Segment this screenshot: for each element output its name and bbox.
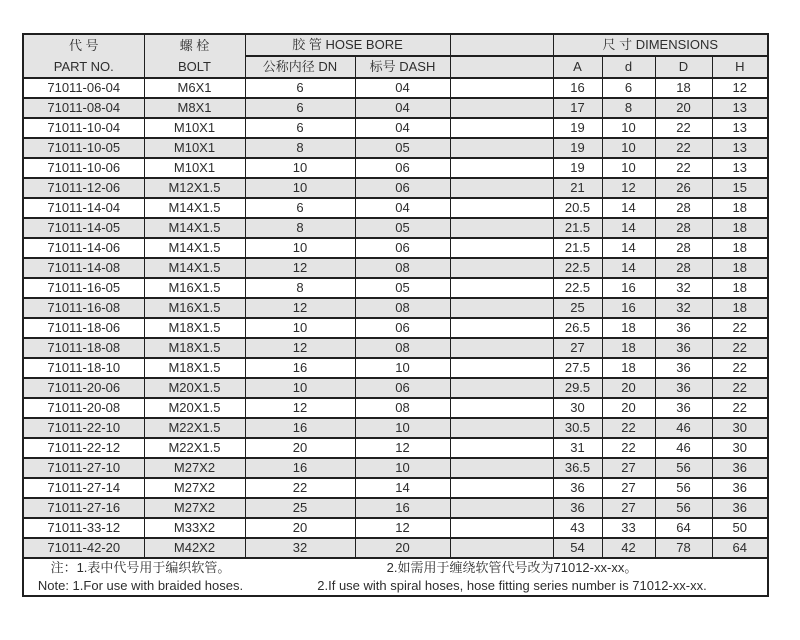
- part-no-cell: 71011-20-08: [23, 398, 144, 418]
- a-cell: 19: [553, 158, 602, 178]
- table-row: [23, 278, 768, 298]
- bolt-cell: M22X1.5: [144, 418, 245, 438]
- d-upper-cell: 26: [655, 178, 712, 198]
- d-lower-cell: 10: [602, 158, 655, 178]
- part-no-cell: 71011-14-04: [23, 198, 144, 218]
- col-header-part-no-en: PART NO.: [53, 59, 114, 74]
- note-en-1: Note: 1.For use with braided hoses.: [37, 578, 244, 593]
- h-cell: 18: [712, 298, 768, 318]
- dn-cell: 12: [245, 338, 355, 358]
- blank-cell: [450, 418, 553, 438]
- dash-cell: 05: [355, 278, 450, 298]
- col-header-a: A: [553, 56, 602, 78]
- d-upper-cell: 46: [655, 438, 712, 458]
- h-cell: 22: [712, 318, 768, 338]
- blank-cell: [450, 358, 553, 378]
- table-row: [23, 138, 768, 158]
- note-cn-2: 2.如需用于缠绕软管代号改为71012-xx-xx。: [386, 560, 638, 575]
- part-no-cell: 71011-14-06: [23, 238, 144, 258]
- table-footer: [23, 558, 768, 596]
- table-row: [23, 458, 768, 478]
- dash-cell: 04: [355, 198, 450, 218]
- part-no-cell: 71011-14-08: [23, 258, 144, 278]
- a-cell: 19: [553, 118, 602, 138]
- bolt-cell: M27X2: [144, 478, 245, 498]
- dn-cell: 8: [245, 278, 355, 298]
- dn-cell: 10: [245, 158, 355, 178]
- d-lower-cell: 27: [602, 458, 655, 478]
- note-line-en: [24, 577, 767, 595]
- h-cell: 13: [712, 118, 768, 138]
- h-cell: 22: [712, 378, 768, 398]
- part-no-cell: 71011-16-08: [23, 298, 144, 318]
- h-cell: 18: [712, 238, 768, 258]
- blank-cell: [450, 318, 553, 338]
- bolt-cell: M18X1.5: [144, 338, 245, 358]
- part-no-cell: 71011-10-04: [23, 118, 144, 138]
- d-upper-cell: 28: [655, 218, 712, 238]
- d-upper-cell: 22: [655, 158, 712, 178]
- blank-cell: [450, 398, 553, 418]
- dn-cell: 6: [245, 98, 355, 118]
- dn-cell: 32: [245, 538, 355, 558]
- d-lower-cell: 16: [602, 278, 655, 298]
- part-no-cell: 71011-18-10: [23, 358, 144, 378]
- table-row: [23, 98, 768, 118]
- h-cell: 36: [712, 478, 768, 498]
- table-row: [23, 538, 768, 558]
- dash-cell: 06: [355, 158, 450, 178]
- bolt-cell: M8X1: [144, 98, 245, 118]
- dash-cell: 05: [355, 138, 450, 158]
- dash-cell: 08: [355, 258, 450, 278]
- part-no-cell: 71011-16-05: [23, 278, 144, 298]
- table-row: [23, 178, 768, 198]
- h-cell: 18: [712, 198, 768, 218]
- dash-cell: 20: [355, 538, 450, 558]
- col-header-dimensions: 尺 寸 DIMENSIONS: [553, 34, 768, 56]
- d-lower-cell: 20: [602, 378, 655, 398]
- a-cell: 43: [553, 518, 602, 538]
- part-no-cell: 71011-10-05: [23, 138, 144, 158]
- table-row: [23, 198, 768, 218]
- a-cell: 26.5: [553, 318, 602, 338]
- dn-cell: 16: [245, 358, 355, 378]
- d-lower-cell: 27: [602, 478, 655, 498]
- blank-cell: [450, 278, 553, 298]
- col-header-bolt-en: BOLT: [178, 59, 211, 74]
- table-row: [23, 518, 768, 538]
- bolt-cell: M6X1: [144, 78, 245, 98]
- col-header-h: H: [712, 56, 768, 78]
- dn-cell: 20: [245, 518, 355, 538]
- h-cell: 64: [712, 538, 768, 558]
- dn-cell: 22: [245, 478, 355, 498]
- table-row: [23, 78, 768, 98]
- blank-cell: [450, 458, 553, 478]
- part-no-cell: 71011-42-20: [23, 538, 144, 558]
- notes-row: [23, 558, 768, 596]
- dn-cell: 16: [245, 418, 355, 438]
- note-en-2: 2.If use with spiral hoses, hose fitting series number is 71012-xx-xx.: [317, 578, 707, 593]
- a-cell: 17: [553, 98, 602, 118]
- bolt-cell: M22X1.5: [144, 438, 245, 458]
- part-no-cell: 71011-10-06: [23, 158, 144, 178]
- dn-cell: 12: [245, 298, 355, 318]
- bolt-cell: M20X1.5: [144, 378, 245, 398]
- d-lower-cell: 14: [602, 238, 655, 258]
- h-cell: 12: [712, 78, 768, 98]
- table-row: [23, 158, 768, 178]
- table-row: [23, 438, 768, 458]
- d-lower-cell: 14: [602, 218, 655, 238]
- blank-cell: [450, 478, 553, 498]
- a-cell: 30.5: [553, 418, 602, 438]
- h-cell: 30: [712, 438, 768, 458]
- d-upper-cell: 78: [655, 538, 712, 558]
- d-lower-cell: 14: [602, 258, 655, 278]
- table-row: [23, 338, 768, 358]
- d-upper-cell: 32: [655, 278, 712, 298]
- col-header-d-lower: d: [602, 56, 655, 78]
- bolt-cell: M14X1.5: [144, 238, 245, 258]
- table-row: [23, 418, 768, 438]
- col-header-bolt-cn: 螺 栓: [179, 38, 210, 53]
- col-header-part-no-cn: 代 号: [68, 38, 99, 53]
- a-cell: 21.5: [553, 238, 602, 258]
- col-header-hose-bore: 胶 管 HOSE BORE: [245, 34, 450, 56]
- col-header-dn: 公称内径 DN: [245, 56, 355, 78]
- d-lower-cell: 22: [602, 418, 655, 438]
- blank-cell: [450, 198, 553, 218]
- d-upper-cell: 28: [655, 258, 712, 278]
- table-row: [23, 378, 768, 398]
- d-upper-cell: 46: [655, 418, 712, 438]
- part-no-cell: 71011-06-04: [23, 78, 144, 98]
- dn-cell: 6: [245, 118, 355, 138]
- dn-cell: 10: [245, 378, 355, 398]
- blank-cell: [450, 98, 553, 118]
- table-row: [23, 238, 768, 258]
- dash-cell: 08: [355, 398, 450, 418]
- bolt-cell: M14X1.5: [144, 218, 245, 238]
- col-header-blank-sub: [450, 56, 553, 78]
- a-cell: 36.5: [553, 458, 602, 478]
- d-lower-cell: 20: [602, 398, 655, 418]
- dash-cell: 12: [355, 438, 450, 458]
- d-upper-cell: 20: [655, 98, 712, 118]
- dash-cell: 04: [355, 118, 450, 138]
- h-cell: 22: [712, 398, 768, 418]
- col-header-bolt: [144, 34, 245, 78]
- dash-cell: 10: [355, 418, 450, 438]
- h-cell: 22: [712, 338, 768, 358]
- note-line-cn: [24, 559, 767, 577]
- a-cell: 30: [553, 398, 602, 418]
- table-row: [23, 358, 768, 378]
- d-lower-cell: 12: [602, 178, 655, 198]
- col-header-d-upper: D: [655, 56, 712, 78]
- d-lower-cell: 10: [602, 138, 655, 158]
- d-lower-cell: 27: [602, 498, 655, 518]
- part-no-cell: 71011-33-12: [23, 518, 144, 538]
- bolt-cell: M27X2: [144, 458, 245, 478]
- blank-cell: [450, 218, 553, 238]
- blank-cell: [450, 438, 553, 458]
- dn-cell: 16: [245, 458, 355, 478]
- part-no-cell: 71011-08-04: [23, 98, 144, 118]
- d-upper-cell: 28: [655, 238, 712, 258]
- bolt-cell: M33X2: [144, 518, 245, 538]
- d-upper-cell: 36: [655, 338, 712, 358]
- part-no-cell: 71011-27-16: [23, 498, 144, 518]
- a-cell: 29.5: [553, 378, 602, 398]
- h-cell: 13: [712, 158, 768, 178]
- dash-cell: 05: [355, 218, 450, 238]
- dash-cell: 06: [355, 318, 450, 338]
- d-lower-cell: 33: [602, 518, 655, 538]
- d-upper-cell: 56: [655, 498, 712, 518]
- d-lower-cell: 18: [602, 358, 655, 378]
- d-upper-cell: 22: [655, 118, 712, 138]
- d-upper-cell: 28: [655, 198, 712, 218]
- dash-cell: 12: [355, 518, 450, 538]
- notes-cell: [23, 558, 768, 596]
- blank-cell: [450, 498, 553, 518]
- bolt-cell: M20X1.5: [144, 398, 245, 418]
- h-cell: 30: [712, 418, 768, 438]
- bolt-cell: M18X1.5: [144, 358, 245, 378]
- h-cell: 18: [712, 218, 768, 238]
- d-lower-cell: 42: [602, 538, 655, 558]
- dash-cell: 04: [355, 98, 450, 118]
- h-cell: 22: [712, 358, 768, 378]
- table-row: [23, 118, 768, 138]
- a-cell: 16: [553, 78, 602, 98]
- dash-cell: 10: [355, 358, 450, 378]
- d-upper-cell: 56: [655, 478, 712, 498]
- dn-cell: 8: [245, 218, 355, 238]
- a-cell: 27: [553, 338, 602, 358]
- a-cell: 22.5: [553, 258, 602, 278]
- a-cell: 36: [553, 498, 602, 518]
- dash-cell: 08: [355, 298, 450, 318]
- col-header-dash: 标号 DASH: [355, 56, 450, 78]
- dn-cell: 6: [245, 198, 355, 218]
- d-lower-cell: 10: [602, 118, 655, 138]
- dash-cell: 04: [355, 78, 450, 98]
- blank-cell: [450, 178, 553, 198]
- d-upper-cell: 36: [655, 378, 712, 398]
- dash-cell: 14: [355, 478, 450, 498]
- dash-cell: 06: [355, 378, 450, 398]
- col-header-part-no: [23, 34, 144, 78]
- hose-fitting-spec-table: [22, 33, 769, 597]
- blank-cell: [450, 238, 553, 258]
- part-no-cell: 71011-12-06: [23, 178, 144, 198]
- d-lower-cell: 18: [602, 338, 655, 358]
- bolt-cell: M42X2: [144, 538, 245, 558]
- col-header-blank-top: [450, 34, 553, 56]
- d-lower-cell: 22: [602, 438, 655, 458]
- h-cell: 15: [712, 178, 768, 198]
- bolt-cell: M12X1.5: [144, 178, 245, 198]
- h-cell: 13: [712, 98, 768, 118]
- dn-cell: 10: [245, 318, 355, 338]
- part-no-cell: 71011-18-08: [23, 338, 144, 358]
- dn-cell: 12: [245, 258, 355, 278]
- table-row: [23, 478, 768, 498]
- a-cell: 22.5: [553, 278, 602, 298]
- blank-cell: [450, 78, 553, 98]
- blank-cell: [450, 338, 553, 358]
- bolt-cell: M10X1: [144, 138, 245, 158]
- part-no-cell: 71011-27-14: [23, 478, 144, 498]
- h-cell: 18: [712, 278, 768, 298]
- bolt-cell: M18X1.5: [144, 318, 245, 338]
- a-cell: 27.5: [553, 358, 602, 378]
- dn-cell: 20: [245, 438, 355, 458]
- part-no-cell: 71011-20-06: [23, 378, 144, 398]
- table-row: [23, 218, 768, 238]
- blank-cell: [450, 378, 553, 398]
- a-cell: 31: [553, 438, 602, 458]
- d-upper-cell: 36: [655, 358, 712, 378]
- a-cell: 54: [553, 538, 602, 558]
- d-lower-cell: 16: [602, 298, 655, 318]
- table-row: [23, 318, 768, 338]
- a-cell: 25: [553, 298, 602, 318]
- a-cell: 36: [553, 478, 602, 498]
- a-cell: 21: [553, 178, 602, 198]
- table-body: [23, 78, 768, 558]
- blank-cell: [450, 518, 553, 538]
- blank-cell: [450, 138, 553, 158]
- d-lower-cell: 18: [602, 318, 655, 338]
- blank-cell: [450, 158, 553, 178]
- bolt-cell: M16X1.5: [144, 298, 245, 318]
- part-no-cell: 71011-27-10: [23, 458, 144, 478]
- bolt-cell: M14X1.5: [144, 258, 245, 278]
- dash-cell: 06: [355, 238, 450, 258]
- h-cell: 18: [712, 258, 768, 278]
- bolt-cell: M14X1.5: [144, 198, 245, 218]
- blank-cell: [450, 298, 553, 318]
- d-lower-cell: 6: [602, 78, 655, 98]
- bolt-cell: M10X1: [144, 118, 245, 138]
- dn-cell: 12: [245, 398, 355, 418]
- part-no-cell: 71011-22-10: [23, 418, 144, 438]
- part-no-cell: 71011-18-06: [23, 318, 144, 338]
- h-cell: 50: [712, 518, 768, 538]
- d-upper-cell: 32: [655, 298, 712, 318]
- dn-cell: 8: [245, 138, 355, 158]
- h-cell: 13: [712, 138, 768, 158]
- dn-cell: 6: [245, 78, 355, 98]
- dn-cell: 10: [245, 238, 355, 258]
- blank-cell: [450, 118, 553, 138]
- blank-cell: [450, 258, 553, 278]
- a-cell: 21.5: [553, 218, 602, 238]
- dash-cell: 16: [355, 498, 450, 518]
- header-row-top: [23, 34, 768, 56]
- bolt-cell: M27X2: [144, 498, 245, 518]
- table-row: [23, 298, 768, 318]
- dn-cell: 10: [245, 178, 355, 198]
- a-cell: 19: [553, 138, 602, 158]
- d-upper-cell: 64: [655, 518, 712, 538]
- note-cn-1: 注：1.表中代号用于编织软管。: [50, 560, 231, 575]
- d-upper-cell: 56: [655, 458, 712, 478]
- bolt-cell: M16X1.5: [144, 278, 245, 298]
- table-row: [23, 258, 768, 278]
- dash-cell: 10: [355, 458, 450, 478]
- dash-cell: 08: [355, 338, 450, 358]
- part-no-cell: 71011-22-12: [23, 438, 144, 458]
- h-cell: 36: [712, 458, 768, 478]
- a-cell: 20.5: [553, 198, 602, 218]
- table-row: [23, 498, 768, 518]
- d-upper-cell: 36: [655, 398, 712, 418]
- h-cell: 36: [712, 498, 768, 518]
- d-lower-cell: 14: [602, 198, 655, 218]
- d-upper-cell: 18: [655, 78, 712, 98]
- d-upper-cell: 36: [655, 318, 712, 338]
- bolt-cell: M10X1: [144, 158, 245, 178]
- table-row: [23, 398, 768, 418]
- table-header: [23, 34, 768, 78]
- d-upper-cell: 22: [655, 138, 712, 158]
- blank-cell: [450, 538, 553, 558]
- dn-cell: 25: [245, 498, 355, 518]
- dash-cell: 06: [355, 178, 450, 198]
- d-lower-cell: 8: [602, 98, 655, 118]
- part-no-cell: 71011-14-05: [23, 218, 144, 238]
